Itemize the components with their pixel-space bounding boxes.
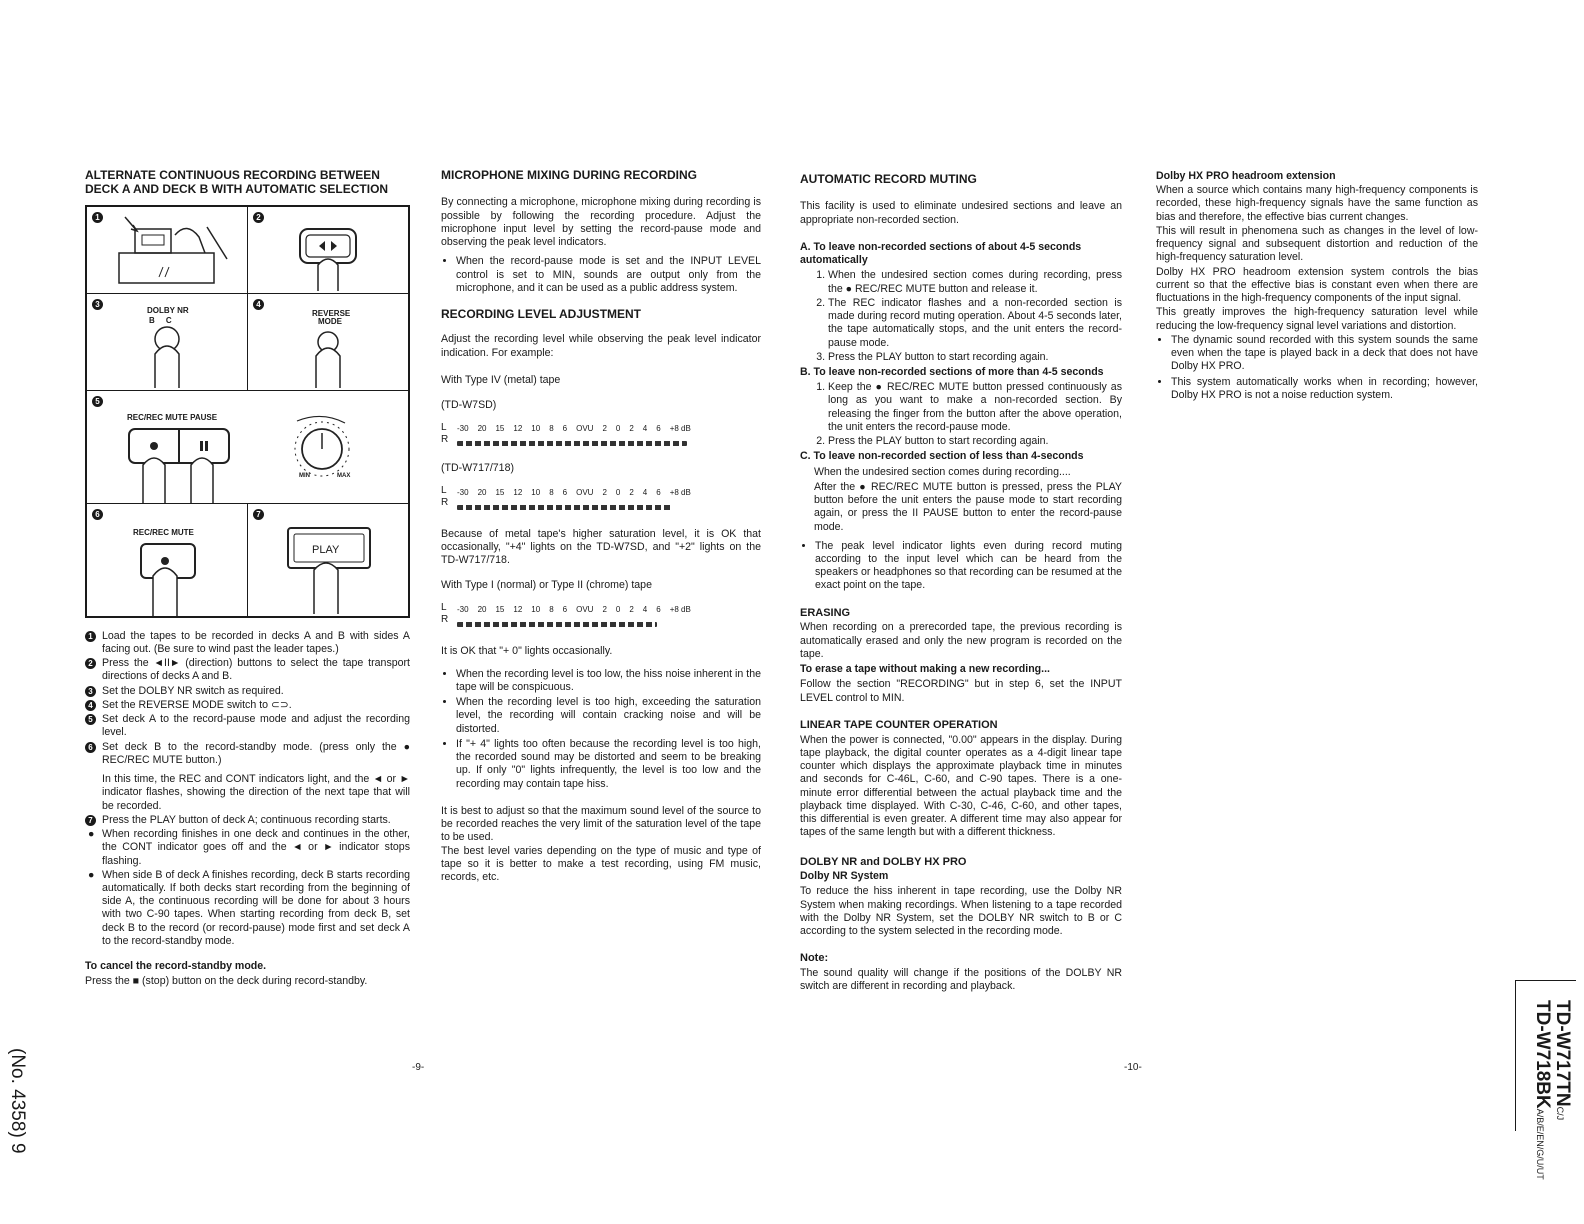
- step-badge: 2: [253, 212, 264, 223]
- step-7: 7 Press the PLAY button of deck A; continuous recording starts.: [85, 814, 410, 827]
- column-3: [800, 168, 1122, 1000]
- dolby-nr-label: DOLBY NR: [147, 305, 189, 315]
- muting-c-text-1: When the undesired section comes during recording....: [814, 465, 1071, 478]
- bullet: • When the recording level is too low, the hiss noise inherent in the tape will be conspicuous.: [456, 668, 761, 694]
- bullet: • When the recording level is too high, exceeding the saturation level, the recording will contain cracking noise and will be distorted.: [456, 696, 761, 736]
- erasing-text: When recording on a prerecorded tape, the previous recording is automatically erased and only the new program is recorded on the tape.: [800, 621, 1122, 660]
- hx-pro-bullets: [1156, 334, 1478, 402]
- step-badge: 7: [253, 509, 264, 520]
- bullet: ● When recording finishes in one deck and continues in the other, the CONT indicator goes off and the ◄ or ► indicator stops flashing.: [88, 828, 410, 867]
- step-badge: 6: [92, 509, 103, 520]
- dolby-bc-label: B C: [149, 315, 172, 325]
- level-intro: Adjust the recording level while observing the peak level indicator indication. For example:: [441, 333, 761, 359]
- list-item: 1. Keep the ● REC/REC MUTE button pressed continuously as long as you want to make a non-recorded section. By releasing the finger from the button after the above operation, the unit enters the record-pause mode.: [828, 381, 1122, 434]
- metal-note: Because of metal tape's higher saturation level, it is OK that occasionally, "+4" lights on the TD-W7SD, and "+2" lights on the TD-W717/718.: [441, 527, 761, 567]
- step-1: 1 Load the tapes to be recorded in decks A and B with sides A facing out. (Be sure to wind past the leader tapes.): [85, 630, 410, 656]
- figure-step-1: [87, 207, 248, 293]
- meter-scale: -30 20 15 12 10 8 6 OVU 2 0 2 4 6 +8 dB: [457, 604, 691, 614]
- min-label: MIN: [299, 472, 310, 479]
- bullet: • The dynamic sound recorded with this system sounds the same even when the tape is played back in a deck that does not have Dolby HX PRO.: [1171, 334, 1478, 374]
- list-item: 1. When the undesired section comes during recording, press the ● REC/REC MUTE button and release it.: [828, 269, 1122, 295]
- model-2-suffix: A/B/E/EN/G/U/UT: [1535, 1108, 1546, 1180]
- figure-step-2: [248, 207, 408, 293]
- muting-b-title: B. To leave non-recorded sections of more than 4-5 seconds: [800, 365, 1104, 378]
- figure-step-6: [87, 504, 248, 616]
- model-2: TD-W718BK: [1532, 1000, 1554, 1109]
- cancel-title: To cancel the record-standby mode.: [85, 960, 267, 973]
- figure-row-4: [87, 504, 408, 616]
- figure-step-3: [87, 294, 248, 390]
- mic-intro: By connecting a microphone, microphone mixing during recording is possible by following the recording procedure. Adjust the microphone input level by setting the record-pause mode and observing the peak level indicators.: [441, 196, 761, 249]
- list-item: 3. Press the PLAY button to start recording again.: [828, 351, 1122, 364]
- play-label: PLAY: [312, 543, 340, 556]
- figure-step-4: [248, 294, 408, 390]
- level-meter-w717: L -30 20 15 12 10 8 6 OVU 2 0 2 4 6 +8 dB R: [441, 482, 761, 510]
- section-title-alternate-recording: ALTERNATE CONTINUOUS RECORDING BETWEEN DECK A AND DECK B WITH AUTOMATIC SELECTION: [85, 168, 389, 197]
- page-number-right: -10-: [1124, 1062, 1142, 1073]
- muting-a-steps: [800, 269, 1122, 364]
- cassette-load-icon: [87, 207, 246, 293]
- muting-c-title: C. To leave non-recorded section of less than 4-seconds: [800, 450, 1084, 463]
- best-text-1: It is best to adjust so that the maximum sound level of the source to be recorded reaches the very limit of the saturation level of the tape to be used.: [441, 804, 761, 844]
- hx-pro-title: Dolby HX PRO headroom extension: [1156, 170, 1336, 182]
- list-item: 2. The REC indicator flashes and a non-recorded section is made during record muting operation. About 4-5 seconds later, the tape automatically stops, and the unit enters the record-pause mode.: [828, 297, 1122, 350]
- step-badge: 1: [92, 212, 103, 223]
- model-a-label: (TD-W7SD): [441, 399, 497, 412]
- play-button-icon: [248, 504, 407, 616]
- level-bullets: [441, 668, 761, 791]
- document-number: (No. 4358) 9: [7, 1048, 28, 1154]
- muting-b-steps: [800, 381, 1122, 448]
- column-2: [441, 168, 761, 890]
- best-text-2: The best level varies depending on the type of music and type of tape so it is better to make a test recording, using FM music, records, etc.: [441, 844, 761, 884]
- erase-sub: To erase a tape without making a new recording...: [800, 663, 1050, 676]
- page-number-left: -9-: [412, 1062, 425, 1073]
- list-item: 2. Press the PLAY button to start recording again.: [828, 435, 1122, 448]
- model-1: TD-W717TN: [1552, 1000, 1573, 1107]
- step-4: 4 Set the REVERSE MODE switch to ⊂⊃.: [85, 699, 410, 712]
- meter-bar: [457, 505, 672, 510]
- cancel-text: Press the ■ (stop) button on the deck during record-standby.: [85, 975, 368, 988]
- procedure-figure: [85, 205, 410, 618]
- meter-scale: -30 20 15 12 10 8 6 OVU 2 0 2 4 6 +8 dB: [457, 487, 691, 497]
- step-badge: 5: [92, 396, 103, 407]
- step-badge: 4: [253, 299, 264, 310]
- model-label: [1512, 1000, 1573, 1180]
- bullet: • The peak level indicator lights even during record muting according to the input level which can be heard from the speakers or headphones so that recording can be resumed at the exact point on the tape.: [815, 540, 1122, 593]
- step-badge: 3: [92, 299, 103, 310]
- rec-mute-label: REC/REC MUTE: [133, 527, 194, 537]
- rec-mute-button-icon: [87, 504, 246, 616]
- step-5: 5 Set deck A to the record-pause mode and adjust the recording level.: [85, 713, 410, 739]
- step-3: 3 Set the DOLBY NR switch as required.: [85, 685, 410, 698]
- meter-bar: [457, 441, 687, 446]
- dolby-title: DOLBY NR and DOLBY HX PRO: [800, 855, 967, 868]
- model-b-label: (TD-W717/718): [441, 462, 514, 475]
- ok-note: It is OK that "+ 0" lights occasionally.: [441, 644, 613, 657]
- dolby-sub: Dolby NR System: [800, 870, 889, 883]
- figure-step-5: [87, 391, 408, 503]
- step-6: 6 Set deck B to the record-standby mode. (press only the ● REC/REC MUTE button.): [85, 741, 410, 767]
- step-6-continued: In this time, the REC and CONT indicators light, and the ◄ or ► indicator flashes, showing the direction of the next tape that will be recorded.: [102, 773, 410, 812]
- figure-step-7: [248, 504, 408, 616]
- erase-text: Follow the section "RECORDING" but in step 6, set the INPUT LEVEL control to MIN.: [800, 678, 1122, 704]
- bullet: ● When side B of deck A finishes recording, deck B starts recording automatically. If both decks start recording from the beginning of side A, the continuous recording will be done for about 3 hours with two C-90 tapes. When starting recording from deck B, set deck B to the record (or record-pause) mode first and set deck A to the record-standby mode.: [88, 868, 410, 947]
- column-1: [85, 168, 410, 995]
- section-title-mic-mixing: MICROPHONE MIXING DURING RECORDING: [441, 168, 698, 182]
- procedure-steps: [85, 630, 410, 767]
- figure-row-2: [87, 294, 408, 391]
- erasing-title: ERASING: [800, 606, 851, 619]
- level-meter-normal: L -30 20 15 12 10 8 6 OVU 2 0 2 4 6 +8 dB R: [441, 599, 761, 627]
- section-title-level-adjust: RECORDING LEVEL ADJUSTMENT: [441, 307, 642, 322]
- muting-c-text-2: After the ● REC/REC MUTE button is pressed, press the PLAY button before the unit enters the pause mode to start recording again, or press the II PAUSE button to enter the record-pause mode.: [814, 480, 1122, 533]
- max-label: MAX: [337, 472, 351, 479]
- hx-pro-p1: When a source which contains many high-frequency components is recorded, these high-frequency signals have the same function as bias and therefore, the effective bias current changes.: [1156, 184, 1478, 223]
- procedure-steps-end: [85, 814, 410, 948]
- step-2: 2 Press the ◄II► (direction) buttons to select the tape transport directions of decks A and B.: [85, 657, 410, 683]
- hx-pro-p2: This will result in phenomena such as changes in the level of low-frequency signal and subsequent distortion and reduction of the high-frequency saturation level.: [1156, 224, 1478, 264]
- bullet: • If "+ 4" lights too often because the recording level is too high, the recorded sound may be distorted and seem to be breaking up. If only "0" lights infrequently, the level is too low and the recording may contain tape hiss.: [456, 738, 761, 791]
- bullet: • When the record-pause mode is set and the INPUT LEVEL control is set to MIN, sounds are output only from the microphone, and it can be used as a public address system.: [456, 255, 761, 295]
- counter-text: When the power is connected, "0.00" appears in the display. During tape playback, the digital counter operates as a 4-digit linear tape counter which displays the approximate playback time in minutes and seconds for C-46L, C-60, and C-90 tapes. There is a one-minute error differential between the actual playback time and the playback time displayed. With C-30, C-46, C-60, and other tapes, this differential is even greater. A different time may also appear for tapes of the same length but with a different thickness.: [800, 733, 1122, 839]
- muting-bullets: [800, 540, 1122, 593]
- level-meter-w7sd: L -30 20 15 12 10 8 6 OVU 2 0 2 4 6 +8 dB R: [441, 418, 761, 446]
- muting-intro: This facility is used to eliminate undesired sections and leave an appropriate non-recorded section.: [800, 200, 1122, 226]
- dolby-text: To reduce the hiss inherent in tape recording, use the Dolby NR System when making recordings. When listening to a tape recorded with the Dolby NR System, set the DOLBY NR switch to B or C according to the system selected in the recording mode.: [800, 885, 1122, 938]
- figure-row-1: [87, 207, 408, 294]
- column-4: [1156, 168, 1478, 408]
- muting-a-title: A. To leave non-recorded sections of about 4-5 seconds automatically: [800, 240, 1082, 267]
- meter-bar: [457, 622, 657, 627]
- model-1-suffix: C/J: [1555, 1106, 1565, 1121]
- bullet: • This system automatically works when in recording; however, Dolby HX PRO is not a noise reduction system.: [1171, 376, 1478, 402]
- rec-pause-level-icon: [87, 391, 404, 503]
- counter-title: LINEAR TAPE COUNTER OPERATION: [800, 718, 998, 731]
- hx-pro-p4: This greatly improves the high-frequency saturation level while reducing the low-frequency signal level variations and distortion.: [1156, 306, 1478, 332]
- reverse-mode-label: REVERSE MODE: [312, 308, 351, 326]
- direction-button-icon: [248, 207, 407, 293]
- hx-pro-p3: Dolby HX PRO headroom extension system controls the bias current so that the effective bias is constant even when there are fluctuations in the high-frequency components of the input signal.: [1156, 265, 1478, 305]
- type4-label: With Type IV (metal) tape: [441, 373, 561, 386]
- rec-mute-pause-label: REC/REC MUTE PAUSE: [127, 412, 218, 422]
- note-title: Note:: [800, 952, 829, 965]
- mic-bullets: [441, 255, 761, 295]
- meter-scale: -30 20 15 12 10 8 6 OVU 2 0 2 4 6 +8 dB: [457, 424, 691, 434]
- type12-label: With Type I (normal) or Type II (chrome) tape: [441, 579, 652, 592]
- figure-row-3: [87, 391, 408, 504]
- section-title-record-muting: AUTOMATIC RECORD MUTING: [800, 172, 977, 186]
- note-text: The sound quality will change if the positions of the DOLBY NR switch are different in recording and playback.: [800, 967, 1122, 993]
